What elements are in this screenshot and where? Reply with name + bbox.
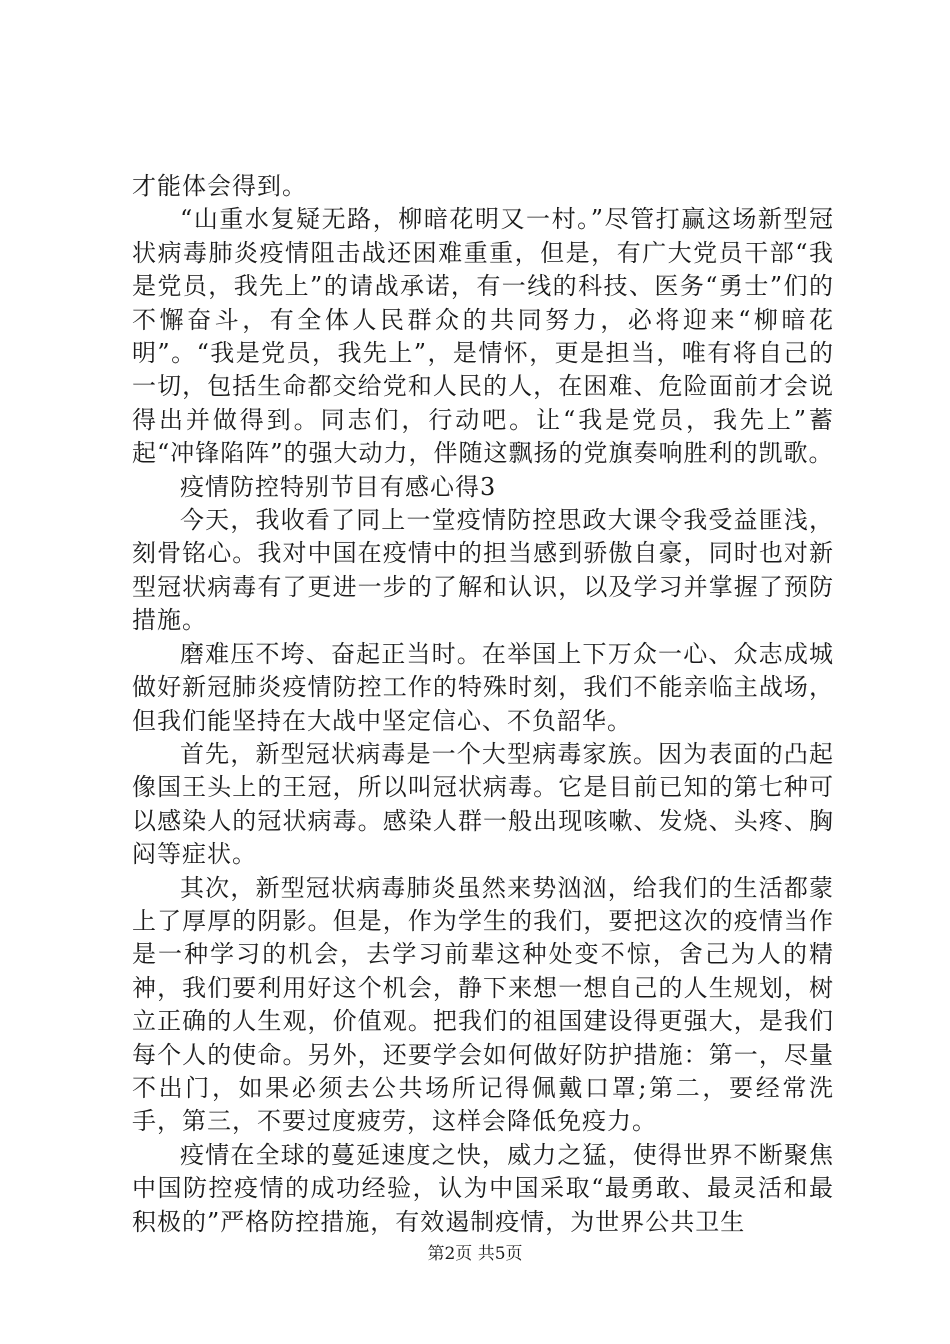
paragraph: 其次，新型冠状病毒肺炎虽然来势汹汹，给我们的生活都蒙上了厚厚的阴影。但是，作为学生的我们，要把这次的疫情当作是一种学习的机会，去学习前辈这种处变不惊，舍己为人的精神，我们要利用好这个机会，静下来想一想自己的人生规划，树立正确的人生观，价值观。把我们的祖国建设得更强大，是我们每个人的使命。另外，还要学会如何做好防护措施：第一，尽量不出门，如果必须去公共场所记得佩戴口罩;第二，要经常洗手，第三，不要过度疲劳，这样会降低免疫力。: [132, 873, 834, 1136]
paragraph: 疫情在全球的蔓延速度之快，威力之猛，使得世界不断聚焦中国防控疫情的成功经验，认为中国采取“最勇敢、最灵活和最积极的”严格防控措施，有效遏制疫情，为世界公共卫生: [132, 1140, 834, 1236]
paragraph: 才能体会得到。: [132, 172, 307, 200]
page-footer: 第2页 共5页: [427, 1244, 523, 1264]
section-heading: 疫情防控特别节目有感心得3: [180, 472, 497, 501]
paragraph: 首先，新型冠状病毒是一个大型病毒家族。因为表面的凸起像国王头上的王冠，所以叫冠状病毒。它是目前已知的第七种可以感染人的冠状病毒。感染人群一般出现咳嗽、发烧、头疼、胸闷等症状。: [132, 739, 834, 869]
paragraph: 今天，我收看了同上一堂疫情防控思政大课令我受益匪浅，刻骨铭心。我对中国在疫情中的担当感到骄傲自豪，同时也对新型冠状病毒有了更进一步的了解和认识，以及学习并掌握了预防措施。: [132, 506, 834, 635]
paragraph: 磨难压不垮、奋起正当时。在举国上下万众一心、众志成城做好新冠肺炎疫情防控工作的特殊时刻，我们不能亲临主战场，但我们能坚持在大战中坚定信心、不负韶华。: [132, 639, 834, 735]
paragraph: “山重水复疑无路，柳暗花明又一村。”尽管打赢这场新型冠状病毒肺炎疫情阻击战还困难重重，但是，有广大党员干部“我是党员，我先上”的请战承诺，有一线的科技、医务“勇士”们的不懈奋斗，有全体人民群众的共同努力，必将迎来“柳暗花明”。“我是党员，我先上”，是情怀，更是担当，唯有将自己的一切，包括生命都交给党和人民的人，在困难、危险面前才会说得出并做得到。同志们，行动吧。让“我是党员，我先上”蓄起“冲锋陷阵”的强大动力，伴随这飘扬的党旗奏响胜利的凯歌。: [132, 205, 834, 468]
document-body: [132, 170, 834, 1239]
